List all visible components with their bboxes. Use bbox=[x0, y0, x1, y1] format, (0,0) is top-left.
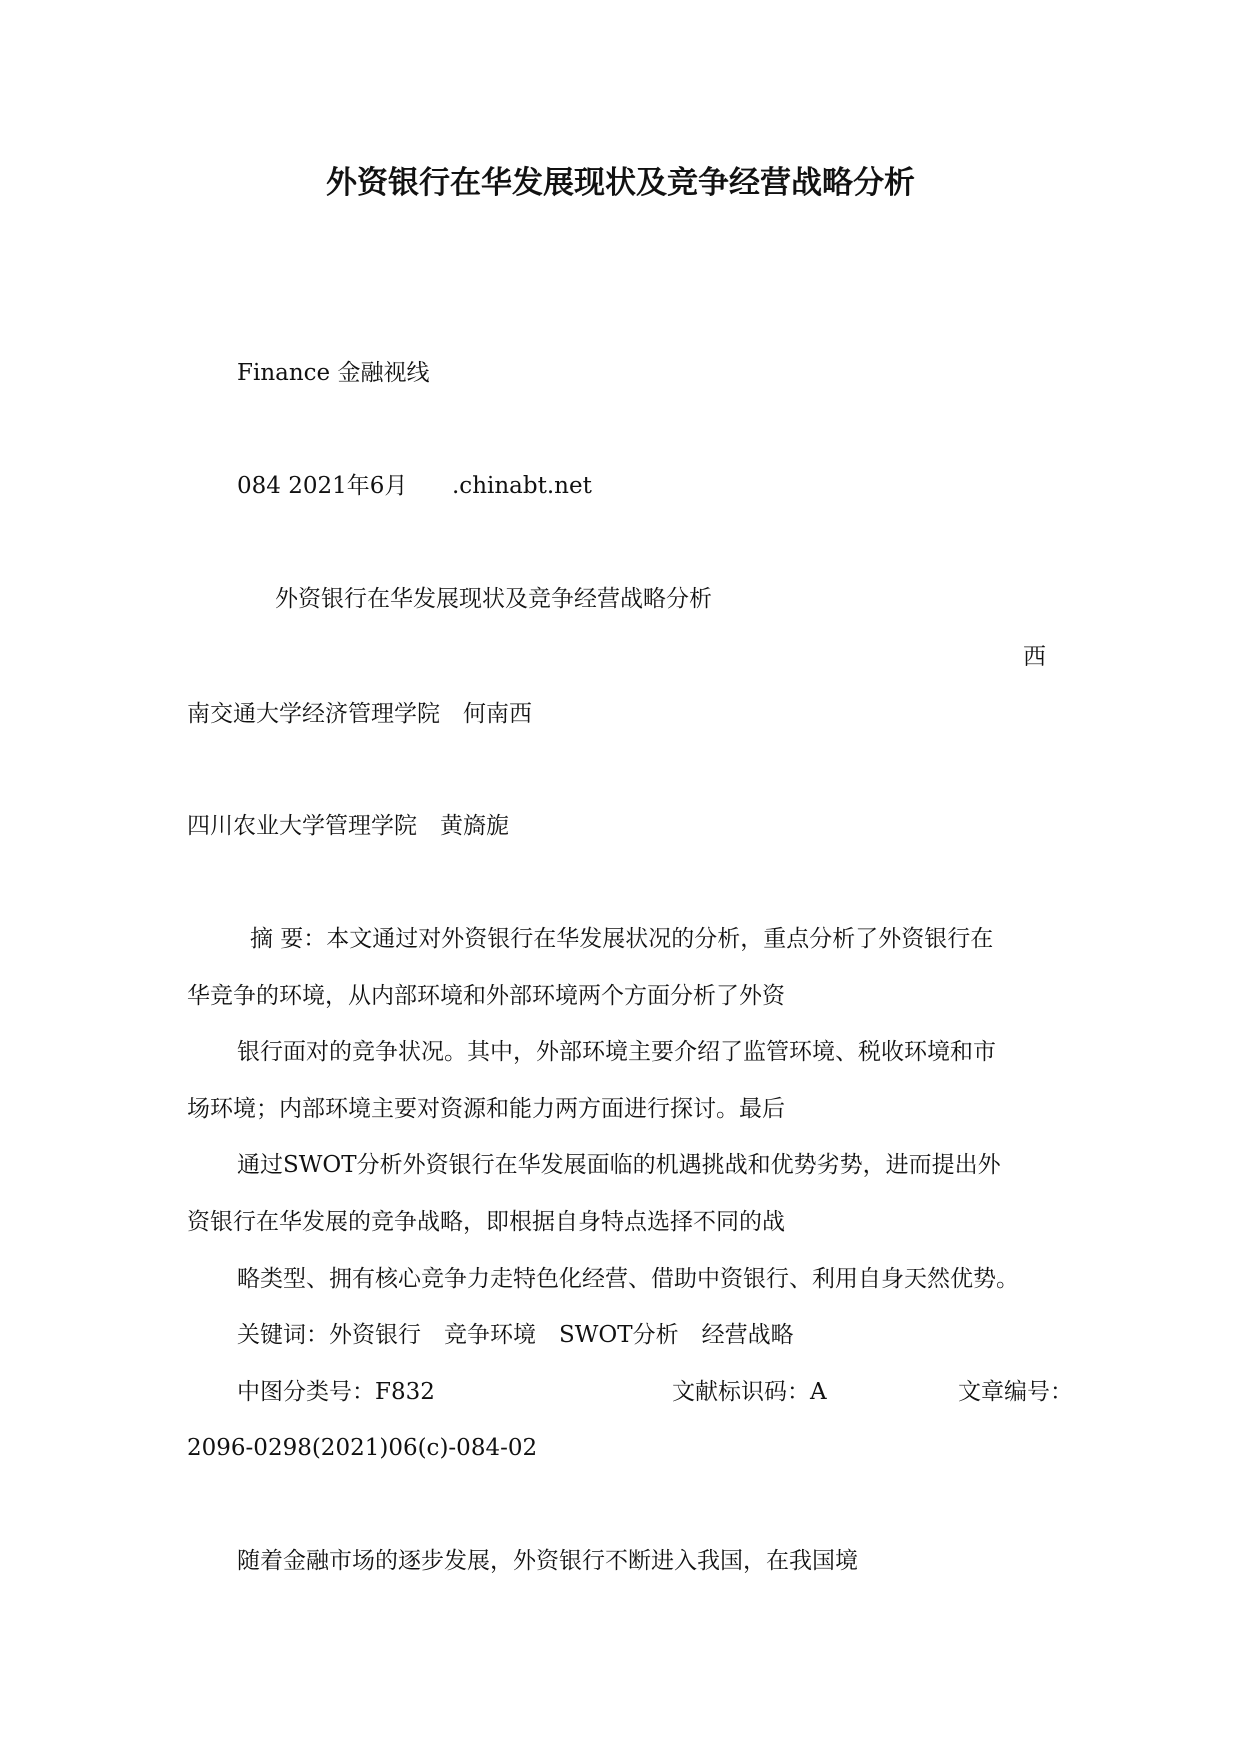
article-number: 2096-0298(2021)06(c)-084-02 bbox=[187, 1435, 538, 1461]
abstract-line: 银行面对的竞争状况。其中，外部环境主要介绍了监管环境、税收环境和市 bbox=[237, 1039, 996, 1065]
website: .chinabt.net bbox=[452, 473, 592, 499]
author-2: 四川农业大学管理学院 黄旖旎 bbox=[187, 813, 509, 839]
clc-number: 中图分类号：F832 bbox=[237, 1379, 435, 1405]
body-paragraph: 随着金融市场的逐步发展，外资银行不断进入我国，在我国境 bbox=[237, 1548, 858, 1574]
abstract-line: 场环境；内部环境主要对资源和能力两方面进行探讨。最后 bbox=[187, 1096, 785, 1122]
issue-date: 084 2021年6月 bbox=[237, 473, 408, 499]
abstract-line: 华竞争的环境，从内部环境和外部环境两个方面分析了外资 bbox=[187, 983, 785, 1009]
journal-column: Finance 金融视线 bbox=[237, 360, 430, 386]
keywords: 关键词：外资银行 竞争环境 SWOT分析 经营战略 bbox=[237, 1322, 794, 1348]
author-1: 南交通大学经济管理学院 何南西 bbox=[187, 701, 532, 727]
abstract-line: 通过SWOT分析外资银行在华发展面临的机遇挑战和优势劣势，进而提出外 bbox=[237, 1152, 1001, 1178]
abstract-line: 资银行在华发展的竞争战略，即根据自身特点选择不同的战 bbox=[187, 1209, 785, 1235]
article-number-label: 文章编号： bbox=[958, 1379, 1073, 1405]
abstract-line: 摘 要：本文通过对外资银行在华发展状况的分析，重点分析了外资银行在 bbox=[250, 926, 994, 952]
document-code: 文献标识码：A bbox=[672, 1379, 827, 1405]
author-affiliation-start: 西 bbox=[1023, 644, 1046, 670]
abstract-line: 略类型、拥有核心竞争力走特色化经营、借助中资银行、利用自身天然优势。 bbox=[237, 1266, 1019, 1292]
article-title: 外资银行在华发展现状及竞争经营战略分析 bbox=[275, 586, 712, 612]
page-title: 外资银行在华发展现状及竞争经营战略分析 bbox=[326, 165, 915, 201]
